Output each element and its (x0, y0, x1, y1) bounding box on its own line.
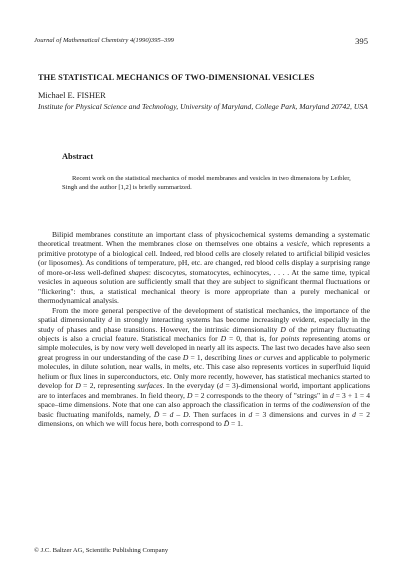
paper-title: THE STATISTICAL MECHANICS OF TWO-DIMENSIONAL VESICLES (38, 73, 315, 82)
text-run: Bilipid membranes constitute an important class of physicochemical systems demanding a systematic theoretical treatment. When the membranes close on themselves one obtains a (38, 230, 370, 249)
body-text (38, 230, 370, 429)
text-run: in strongly interacting systems has become increasingly evident, especially in the study of phases and phase transitions. However, the intrinsic dimensionality (38, 315, 370, 334)
text-run: = 1. (229, 419, 243, 429)
emphasis: lines or curves (238, 352, 284, 362)
text-run: From the more general perspective of the development of statistical mechanics, the importance of the spatial dimensionality (38, 305, 370, 325)
text-run: = 2, representing (80, 381, 138, 391)
page-number: 395 (355, 36, 368, 46)
emphasis: codimension (312, 400, 351, 410)
paragraph-2 (38, 306, 370, 429)
running-header (34, 37, 368, 49)
paragraph-1 (38, 230, 370, 306)
math-var: d (219, 381, 224, 391)
math-var: D (186, 390, 193, 400)
math-var: D̃ (153, 409, 160, 419)
text-run: representing atoms or simple molecules, is by now very well developed in nearly all its aspects. The last two decades have also seen great progress in our understanding of the case (38, 333, 370, 362)
math-var: D (220, 333, 227, 343)
text-run: . Then surfaces in (188, 409, 249, 419)
text-run: = 3 + 1 = 4 space–time dimensions. Note that one can also approach the classification in terms of the (38, 390, 370, 410)
text-run: = 1, describing (188, 352, 239, 362)
math-var: d (108, 315, 113, 325)
emphasis: points (280, 333, 300, 343)
text-run: – (173, 409, 184, 419)
math-var: d (248, 409, 253, 419)
emphasis: vesicle (286, 239, 308, 249)
author-name: Michael E. FISHER (38, 91, 106, 100)
text-run: = (159, 409, 170, 419)
text-run: : discocytes, stomatocytes, echinocytes, . . . . At the same time, typical vesicles in aqueous solution are sufficiently small that they are subject to significant thermal fluctuations or "flickering": thus, a statistical mechanical theory is more appropriate than a purely mechanical or thermodynamical analysis. (38, 267, 370, 306)
text-run: and applicable to polymeric molecules, in dilute solution, near walls, in melts, etc. This case also represents vortices in superfluid liquid helium or flux lines in superconductors, etc. Only more recently, however, has statistical mechanics started to develop for (38, 352, 370, 391)
math-var: D (75, 381, 81, 391)
math-var: D (183, 409, 189, 419)
text-run: . In the everyday ( (162, 381, 220, 391)
text-run: of the basic fluctuating manifolds, namely, (38, 400, 370, 419)
emphasis: surfaces (137, 381, 163, 391)
math-var: d (329, 390, 334, 400)
text-run: , which represents a primitive prototype of a biological cell. Indeed, red blood cells are closely related to artificial bilipid vesicles (or liposomes). As conditions of temperature, pH, etc. are changed, red blood cells display a surprising range of more-or-less well-defined (38, 239, 370, 277)
math-var: d (169, 409, 174, 419)
journal-citation: Journal of Mathematical Chemistry 4(1990)395–399 (34, 37, 174, 44)
author-affiliation: Institute for Physical Science and Technology, University of Maryland, College Park, Maryland 20742, USA (38, 102, 368, 111)
text-run: = 2 corresponds to the theory of "strings" in (192, 390, 330, 400)
text-run: = 3)-dimensional world, important applications are to interfaces and membranes. In field theory, (38, 381, 371, 400)
copyright-footer: © J.C. Baltzer AG, Scientific Publishing Company (34, 547, 169, 554)
emphasis: shapes (128, 267, 149, 277)
math-var: D̃ (223, 419, 230, 429)
abstract-heading: Abstract (62, 152, 94, 161)
math-var: d (352, 409, 356, 419)
text-run: = 2 dimensions, on which we will focus here, both correspond to (38, 409, 370, 429)
text-run: = 0, that is, for (226, 333, 281, 343)
math-var: D (280, 324, 286, 334)
text-run: = 3 dimensions and curves in (252, 409, 353, 419)
text-run: of the primary fluctuating objects is also a crucial feature. Statistical mechanics for (38, 324, 370, 343)
abstract-text: Recent work on the statistical mechanics of model membranes and vesicles in two dimensions by Leibler, Singh and the author [1,2] is briefly summarized. (62, 175, 351, 192)
math-var: D (182, 352, 189, 362)
